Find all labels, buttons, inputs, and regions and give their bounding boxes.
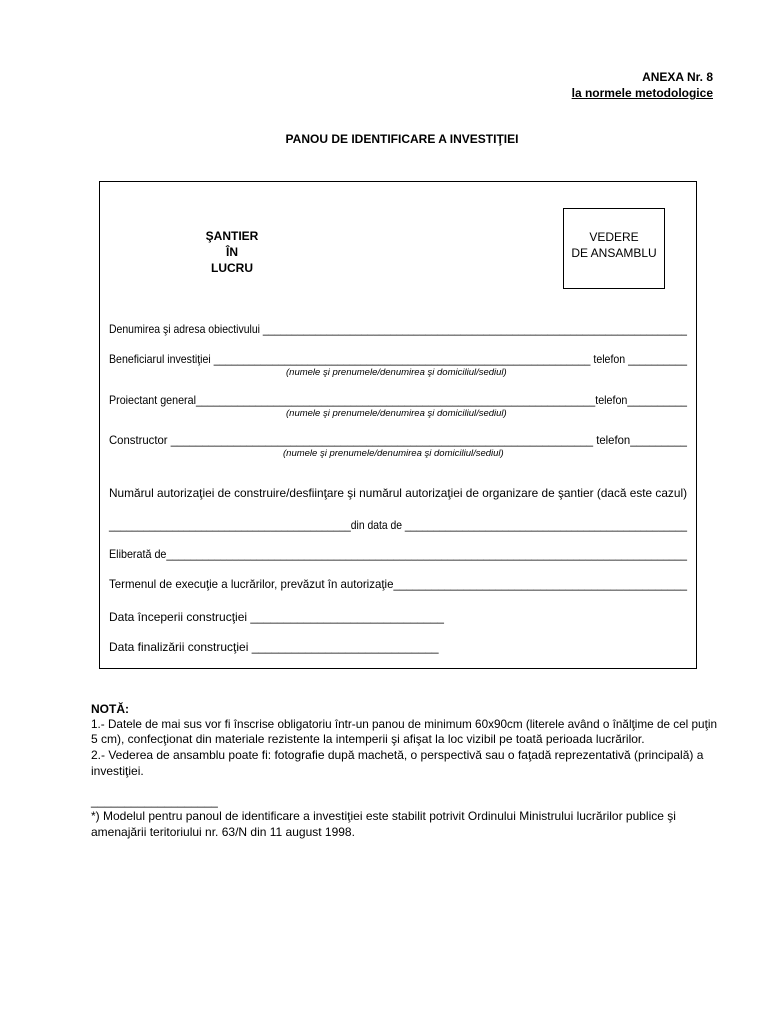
field-proiectant-hint: (numele şi prenumele/denumirea şi domiciliul/sediul) xyxy=(286,408,507,419)
field-denumirea: Denumirea şi adresa obiectivului _________________________________________________________________________ xyxy=(109,322,687,336)
footnote-line-2: amenajării teritoriului nr. 63/N din 11 august 1998. xyxy=(91,825,355,839)
note-line-2: 5 cm), confecţionat din materiale rezistente la intemperii şi afişat la loc vizibil pe toată perioada lucrărilor. xyxy=(91,732,645,746)
santier-line-1: ŞANTIER xyxy=(205,229,259,243)
vedere-line-1: VEDERE xyxy=(589,230,639,244)
note-line-1: 1.- Datele de mai sus vor fi înscrise obligatoriu într-un panou de minimum 60x90cm (literele având o înălţime de cel puţin xyxy=(91,717,717,731)
footnote-separator: ___________________ xyxy=(91,794,218,808)
vedere-de-ansamblu-box xyxy=(563,208,665,289)
santier-line-2: ÎN xyxy=(226,245,238,259)
field-data-finalizarii: Data finalizării construcţiei ____________________________ xyxy=(109,640,439,654)
field-proiectant: Proiectant general___________________________________________________________________telefon__________ xyxy=(109,393,687,407)
santier-line-3: LUCRU xyxy=(211,261,253,275)
field-beneficiar: Beneficiarul investiţiei ________________________________________________________________ telefon __________ xyxy=(109,352,687,366)
field-eliberata: Eliberată de_______________________________________________________________________________________ xyxy=(109,547,688,561)
field-constructor-hint: (numele şi prenumele/denumirea şi domiciliul/sediul) xyxy=(283,448,504,459)
page-title: PANOU DE IDENTIFICARE A INVESTIŢIEI xyxy=(285,132,519,146)
footnote-line-1: *) Modelul pentru panoul de identificare a investiţiei este stabilit potrivit Ordinului Ministrului lucrărilor publice şi xyxy=(91,809,676,823)
note-line-3: 2.- Vederea de ansamblu poate fi: fotografie după machetă, o perspectivă sau o faţadă reprezentativă (principală) a xyxy=(91,748,704,762)
field-beneficiar-hint: (numele şi prenumele/denumirea şi domiciliul/sediul) xyxy=(286,367,507,378)
field-termenul: Termenul de execuţie a lucrărilor, prevăzut în autorizaţie______________________________________________ xyxy=(109,577,688,591)
field-data-inceperii: Data începerii construcţiei _____________________________ xyxy=(109,610,444,624)
annex-number: ANEXA Nr. 8 xyxy=(642,70,713,84)
field-constructor: Constructor ___________________________________________________________________ telefon_________ xyxy=(109,433,687,447)
vedere-line-2: DE ANSAMBLU xyxy=(571,246,657,260)
field-numarul-autorizatiei: Numărul autorizaţiei de construire/desfiinţare şi numărul autorizaţiei de organizare de şantier (dacă este cazul) xyxy=(109,486,688,500)
santier-in-lucru xyxy=(195,228,269,276)
annex-subtitle: la normele metodologice xyxy=(571,86,713,100)
note-line-4: investiţiei. xyxy=(91,764,144,778)
field-din-data: __________________________________________din data de _________________________________________________ xyxy=(109,518,687,532)
note-title: NOTĂ: xyxy=(91,702,129,716)
